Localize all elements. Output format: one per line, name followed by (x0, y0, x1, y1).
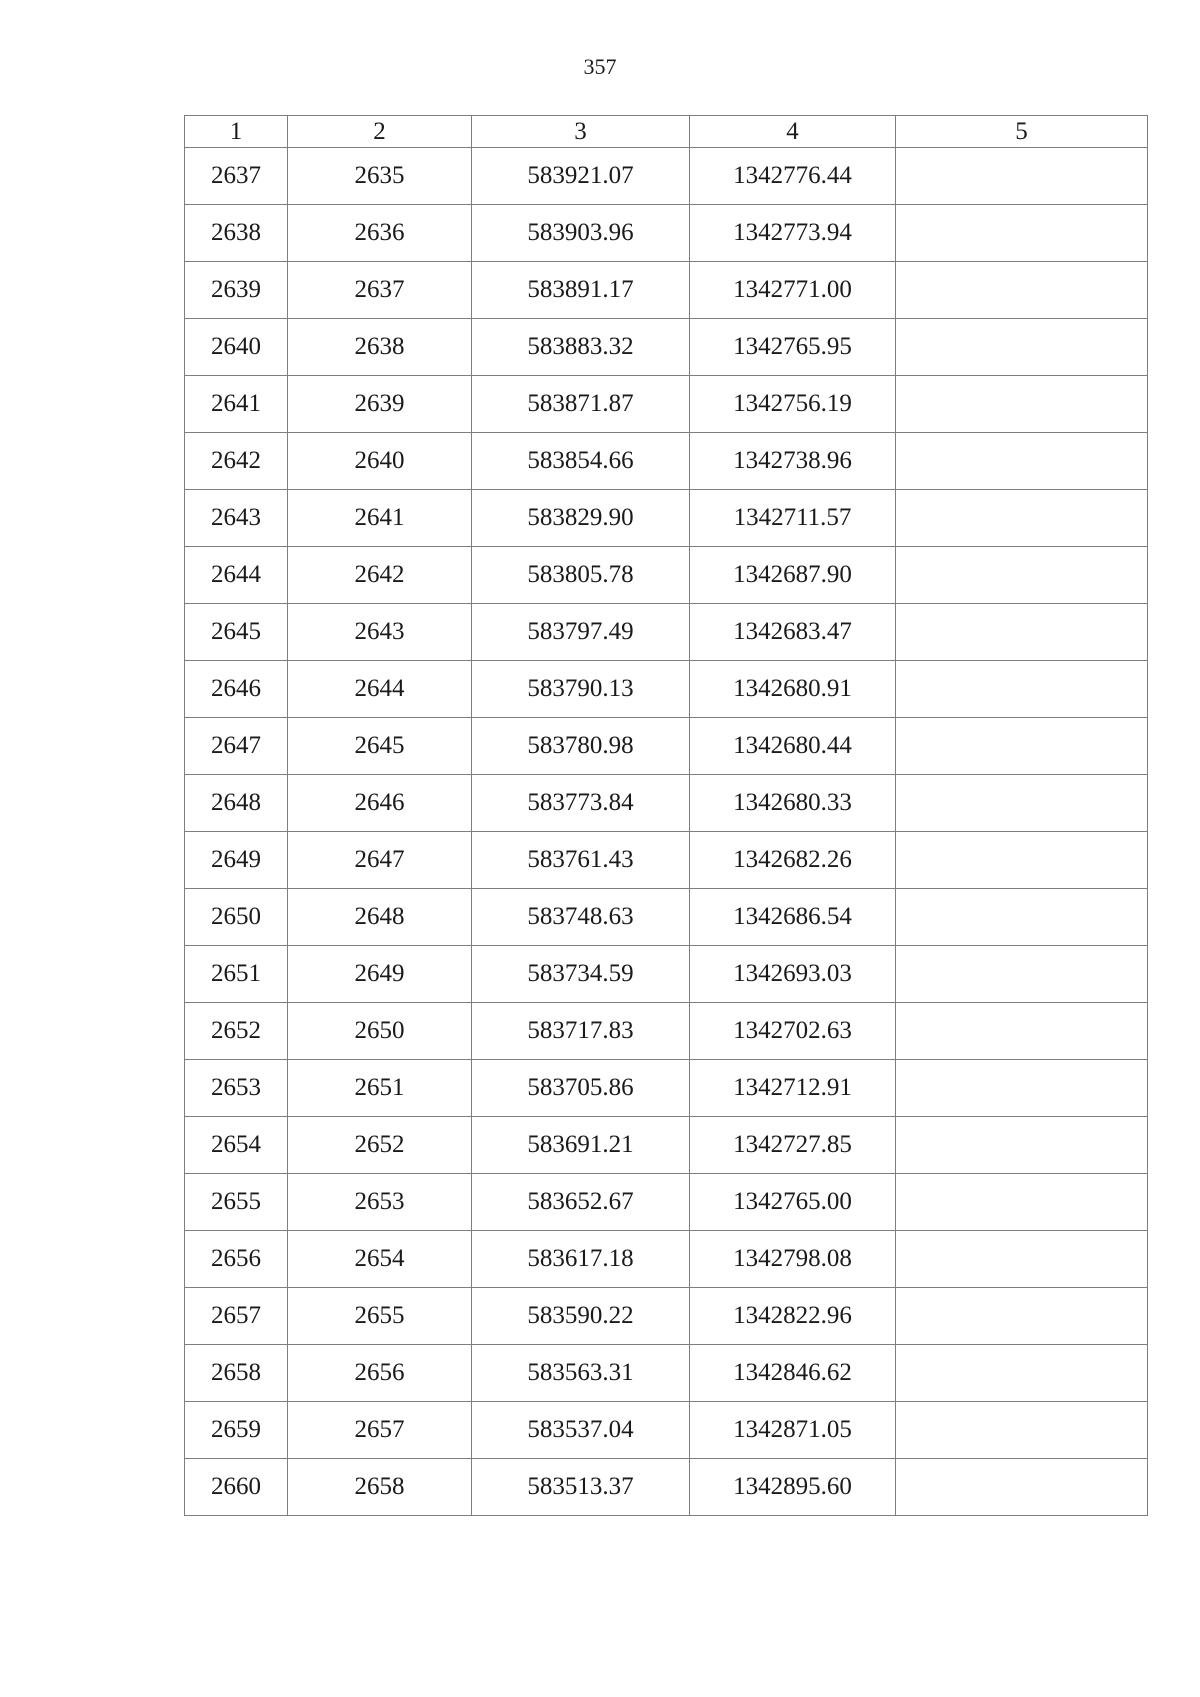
table-cell-col-1: 2657 (185, 1288, 288, 1345)
table-cell-col-1: 2637 (185, 148, 288, 205)
table-cell-col-4: 1342765.95 (690, 319, 896, 376)
table-row (185, 205, 1148, 262)
table-row (185, 1174, 1148, 1231)
table-cell-col-1: 2647 (185, 718, 288, 775)
table-cell-col-4: 1342895.60 (690, 1459, 896, 1516)
table-row (185, 319, 1148, 376)
table-cell-col-1: 2642 (185, 433, 288, 490)
table-cell-col-1: 2654 (185, 1117, 288, 1174)
table-cell-col-1: 2660 (185, 1459, 288, 1516)
table-cell-col-4: 1342680.33 (690, 775, 896, 832)
table-cell-col-4: 1342687.90 (690, 547, 896, 604)
table-cell-col-4: 1342680.91 (690, 661, 896, 718)
table-cell-col-2: 2648 (288, 889, 472, 946)
table-cell-col-2: 2643 (288, 604, 472, 661)
table-cell-col-3: 583871.87 (472, 376, 690, 433)
table-cell-col-1: 2646 (185, 661, 288, 718)
table-cell-col-3: 583705.86 (472, 1060, 690, 1117)
table-cell-col-4: 1342738.96 (690, 433, 896, 490)
table-cell-col-2: 2636 (288, 205, 472, 262)
table-cell-col-5 (896, 1060, 1148, 1117)
table-cell-col-2: 2653 (288, 1174, 472, 1231)
table-cell-col-2: 2650 (288, 1003, 472, 1060)
table-cell-col-3: 583883.32 (472, 319, 690, 376)
table-cell-col-4: 1342771.00 (690, 262, 896, 319)
table-row (185, 1117, 1148, 1174)
table-row (185, 775, 1148, 832)
table-cell-col-5 (896, 832, 1148, 889)
table-cell-col-5 (896, 604, 1148, 661)
table-cell-col-2: 2657 (288, 1402, 472, 1459)
table-cell-col-3: 583717.83 (472, 1003, 690, 1060)
table-cell-col-2: 2635 (288, 148, 472, 205)
table-row (185, 376, 1148, 433)
table-row (185, 946, 1148, 1003)
table-cell-col-1: 2638 (185, 205, 288, 262)
table-cell-col-3: 583780.98 (472, 718, 690, 775)
table-cell-col-4: 1342727.85 (690, 1117, 896, 1174)
table-cell-col-1: 2641 (185, 376, 288, 433)
table-cell-col-5 (896, 547, 1148, 604)
table-cell-col-2: 2639 (288, 376, 472, 433)
column-header-3: 3 (472, 116, 690, 148)
table-cell-col-5 (896, 1402, 1148, 1459)
table-cell-col-3: 583617.18 (472, 1231, 690, 1288)
table-cell-col-2: 2637 (288, 262, 472, 319)
table-row (185, 604, 1148, 661)
table-row (185, 661, 1148, 718)
table-cell-col-4: 1342798.08 (690, 1231, 896, 1288)
table-cell-col-5 (896, 1288, 1148, 1345)
table-cell-col-3: 583829.90 (472, 490, 690, 547)
table-cell-col-5 (896, 490, 1148, 547)
column-header-1: 1 (185, 116, 288, 148)
table-header (185, 116, 1148, 148)
table-cell-col-5 (896, 205, 1148, 262)
table-cell-col-2: 2649 (288, 946, 472, 1003)
table-cell-col-4: 1342682.26 (690, 832, 896, 889)
table-cell-col-3: 583563.31 (472, 1345, 690, 1402)
table-row (185, 1231, 1148, 1288)
table-cell-col-5 (896, 1117, 1148, 1174)
table-cell-col-1: 2639 (185, 262, 288, 319)
table-cell-col-2: 2654 (288, 1231, 472, 1288)
table-cell-col-3: 583748.63 (472, 889, 690, 946)
table-cell-col-2: 2638 (288, 319, 472, 376)
table-cell-col-2: 2658 (288, 1459, 472, 1516)
table-row (185, 148, 1148, 205)
table-cell-col-5 (896, 775, 1148, 832)
table-cell-col-2: 2647 (288, 832, 472, 889)
table-cell-col-1: 2640 (185, 319, 288, 376)
header-row (185, 116, 1148, 148)
table-cell-col-1: 2652 (185, 1003, 288, 1060)
table-cell-col-2: 2645 (288, 718, 472, 775)
table-cell-col-3: 583691.21 (472, 1117, 690, 1174)
table-cell-col-4: 1342680.44 (690, 718, 896, 775)
table-cell-col-2: 2655 (288, 1288, 472, 1345)
table-cell-col-4: 1342846.62 (690, 1345, 896, 1402)
table-cell-col-2: 2640 (288, 433, 472, 490)
table-cell-col-2: 2646 (288, 775, 472, 832)
table-cell-col-5 (896, 148, 1148, 205)
coordinates-table (184, 115, 1148, 1516)
table-cell-col-1: 2653 (185, 1060, 288, 1117)
table-cell-col-1: 2658 (185, 1345, 288, 1402)
column-header-5: 5 (896, 116, 1148, 148)
table-cell-col-3: 583790.13 (472, 661, 690, 718)
table-body (185, 148, 1148, 1516)
table-cell-col-5 (896, 1345, 1148, 1402)
table-cell-col-3: 583773.84 (472, 775, 690, 832)
table-cell-col-4: 1342773.94 (690, 205, 896, 262)
table-row (185, 433, 1148, 490)
table-cell-col-5 (896, 889, 1148, 946)
table-row (185, 1459, 1148, 1516)
table-cell-col-4: 1342776.44 (690, 148, 896, 205)
table-cell-col-1: 2649 (185, 832, 288, 889)
table-cell-col-4: 1342683.47 (690, 604, 896, 661)
column-header-4: 4 (690, 116, 896, 148)
column-header-2: 2 (288, 116, 472, 148)
table-row (185, 889, 1148, 946)
table-cell-col-4: 1342871.05 (690, 1402, 896, 1459)
table-row (185, 547, 1148, 604)
table-cell-col-5 (896, 1003, 1148, 1060)
table-cell-col-4: 1342702.63 (690, 1003, 896, 1060)
table-cell-col-2: 2642 (288, 547, 472, 604)
table-row (185, 1402, 1148, 1459)
table-cell-col-3: 583652.67 (472, 1174, 690, 1231)
table-cell-col-3: 583797.49 (472, 604, 690, 661)
table-cell-col-2: 2651 (288, 1060, 472, 1117)
table-cell-col-1: 2656 (185, 1231, 288, 1288)
table-cell-col-1: 2644 (185, 547, 288, 604)
table-row (185, 832, 1148, 889)
table-cell-col-4: 1342822.96 (690, 1288, 896, 1345)
table-cell-col-2: 2652 (288, 1117, 472, 1174)
table-cell-col-3: 583891.17 (472, 262, 690, 319)
table-cell-col-1: 2650 (185, 889, 288, 946)
table-cell-col-1: 2645 (185, 604, 288, 661)
table-cell-col-5 (896, 433, 1148, 490)
table-cell-col-1: 2655 (185, 1174, 288, 1231)
table-row (185, 490, 1148, 547)
table-cell-col-1: 2643 (185, 490, 288, 547)
table-row (185, 718, 1148, 775)
table-cell-col-3: 583590.22 (472, 1288, 690, 1345)
table-cell-col-3: 583903.96 (472, 205, 690, 262)
table-cell-col-3: 583761.43 (472, 832, 690, 889)
table-row (185, 262, 1148, 319)
table-cell-col-3: 583805.78 (472, 547, 690, 604)
table-cell-col-5 (896, 1231, 1148, 1288)
table-cell-col-5 (896, 1174, 1148, 1231)
table-cell-col-4: 1342693.03 (690, 946, 896, 1003)
table-cell-col-3: 583513.37 (472, 1459, 690, 1516)
table-cell-col-2: 2641 (288, 490, 472, 547)
table-cell-col-2: 2644 (288, 661, 472, 718)
table-cell-col-5 (896, 718, 1148, 775)
table-cell-col-4: 1342756.19 (690, 376, 896, 433)
table-cell-col-1: 2648 (185, 775, 288, 832)
table-cell-col-5 (896, 262, 1148, 319)
table-cell-col-5 (896, 661, 1148, 718)
table-cell-col-5 (896, 319, 1148, 376)
table-cell-col-5 (896, 376, 1148, 433)
table-cell-col-3: 583921.07 (472, 148, 690, 205)
table-cell-col-3: 583537.04 (472, 1402, 690, 1459)
table-cell-col-4: 1342712.91 (690, 1060, 896, 1117)
table-cell-col-3: 583854.66 (472, 433, 690, 490)
table-cell-col-5 (896, 946, 1148, 1003)
table-row (185, 1288, 1148, 1345)
table-cell-col-2: 2656 (288, 1345, 472, 1402)
table-cell-col-5 (896, 1459, 1148, 1516)
table-cell-col-1: 2651 (185, 946, 288, 1003)
table-row (185, 1003, 1148, 1060)
table-cell-col-4: 1342711.57 (690, 490, 896, 547)
table-cell-col-1: 2659 (185, 1402, 288, 1459)
table-row (185, 1345, 1148, 1402)
table-cell-col-4: 1342765.00 (690, 1174, 896, 1231)
table-cell-col-4: 1342686.54 (690, 889, 896, 946)
page-number: 357 (583, 54, 617, 79)
table-row (185, 1060, 1148, 1117)
table-cell-col-3: 583734.59 (472, 946, 690, 1003)
